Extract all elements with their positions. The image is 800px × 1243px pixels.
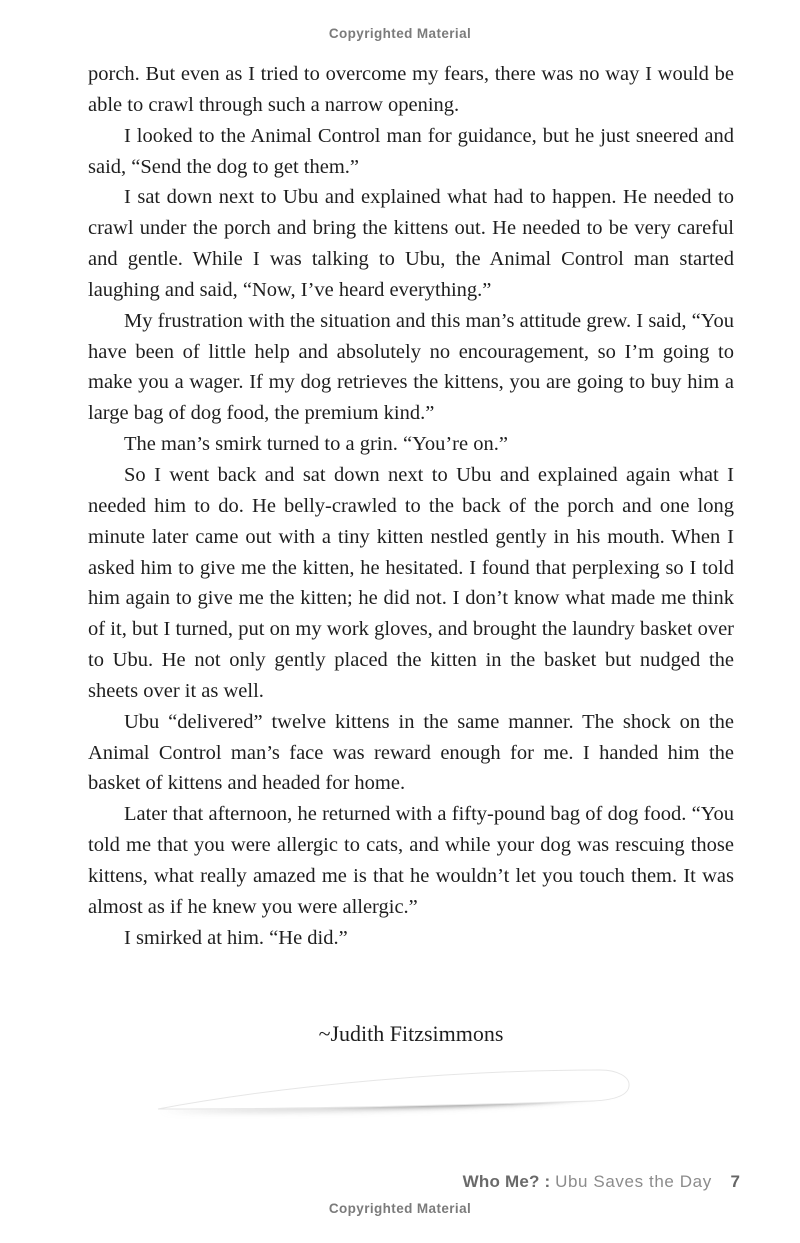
body-paragraph: So I went back and sat down next to Ubu and explained again what I needed him to do. He belly-crawled to the back of the porch and one long minute later came out with a tiny kitten nestled gently in his mouth. When I asked him to give me the kitten, he hesitated. I found that perplexing so I told him again to give me the kitten; he did not. I don’t know what made me think of it, but I turned, put on my work gloves, and brought the laundry basket over to Ubu. He not only gently placed the kitten in the basket but nudged the sheets over it as well. (88, 463, 734, 702)
body-paragraph: Ubu “delivered” twelve kittens in the same manner. The shock on the Animal Control man’s face was reward enough for me. I handed him the basket of kittens and headed for home. (88, 710, 734, 795)
author-attribution: ~Judith Fitzsimmons (318, 1021, 504, 1046)
copyright-notice-bottom: Copyrighted Material (328, 1201, 472, 1216)
footer-chapter-title: Ubu Saves the Day (555, 1172, 712, 1191)
swoosh-divider-graphic (152, 1063, 642, 1121)
body-paragraph: porch. But even as I tried to overcome my fears, there was no way I would be able to crawl through such a narrow opening. (88, 63, 734, 116)
copyright-notice-top: Copyrighted Material (328, 26, 472, 41)
body-paragraph: I looked to the Animal Control man for guidance, but he just sneered and said, “Send the dog to get them.” (88, 124, 734, 178)
footer-page-number: 7 (730, 1172, 740, 1191)
running-footer (88, 1172, 740, 1192)
body-paragraph: My frustration with the situation and this man’s attitude grew. I said, “You have been of little help and absolutely no encouragement, so I’m going to make you a wager. If my dog retrieves the kittens, you are going to buy him a large bag of dog food, the premium kind.” (88, 309, 734, 425)
body-paragraph: The man’s smirk turned to a grin. “You’re on.” (124, 433, 508, 456)
body-paragraph: I sat down next to Ubu and explained what had to happen. He needed to crawl under the porch and bring the kittens out. He needed to be very careful and gentle. While I was talking to Ubu, the Animal Control man started laughing and said, “Now, I’ve heard everything.” (88, 186, 734, 301)
body-paragraph: I smirked at him. “He did.” (124, 926, 348, 949)
footer-book-title: Who Me? : (462, 1172, 551, 1191)
body-paragraph: Later that afternoon, he returned with a fifty-pound bag of dog food. “You told me that you were allergic to cats, and while your dog was rescuing those kittens, what really amazed me is that he wouldn’t let you touch them. It was almost as if he knew you were allergic.” (88, 803, 734, 918)
body-text-block (88, 59, 734, 953)
